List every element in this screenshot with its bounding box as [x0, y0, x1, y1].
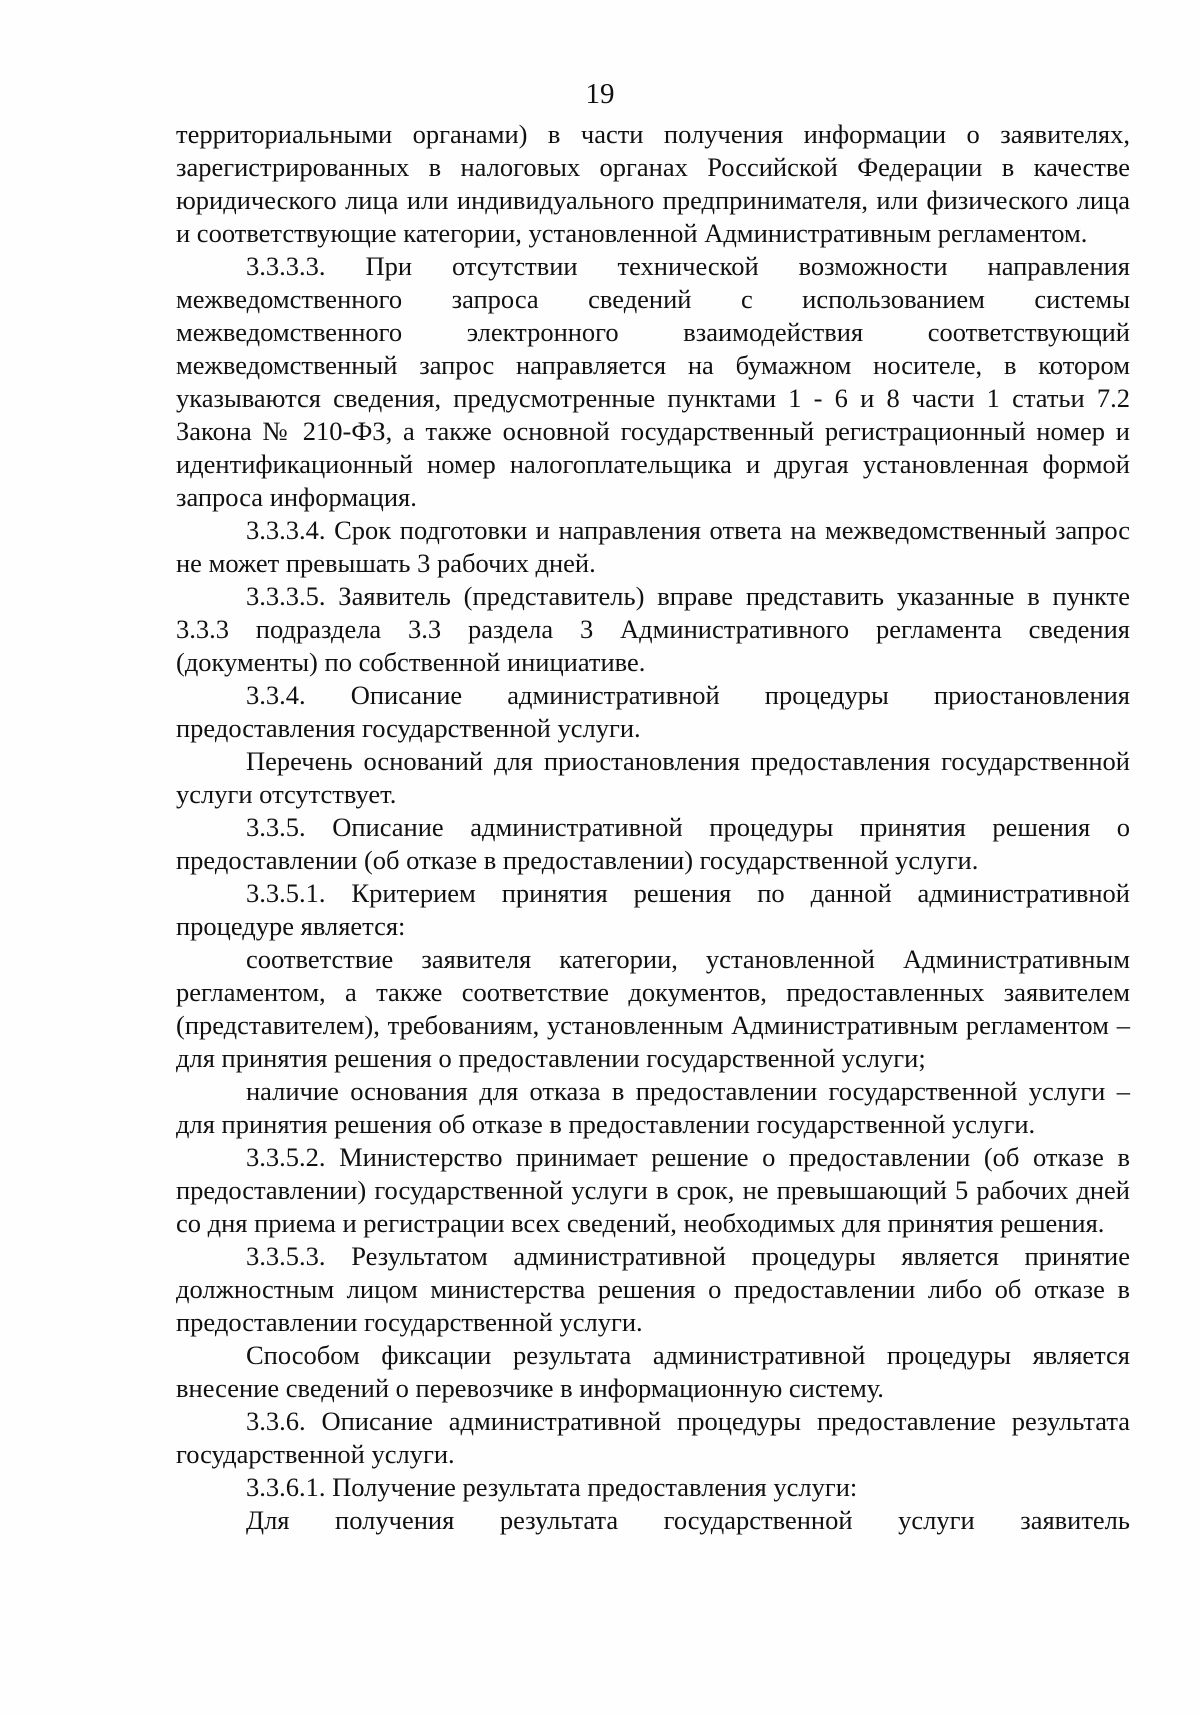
paragraph-3-3-6-1: 3.3.6.1. Получение результата предоставления услуги: — [246, 1472, 858, 1502]
paragraph-3-3-6: 3.3.6. Описание административной процедуры предоставление результата государственной услуги. — [176, 1406, 1130, 1469]
paragraph-3-3-4: 3.3.4. Описание административной процедуры приостановления предоставления государственной услуги. — [176, 680, 1130, 743]
paragraph-criterion-compliance: соответствие заявителя категории, установленной Административным регламентом, а также соответствие документов, предоставленных заявителем (представителем), требованиям, установленным Административным регламентом – для принятия решения о предоставлении государственной услуги; — [176, 944, 1130, 1073]
paragraph-suspension-grounds: Перечень оснований для приостановления предоставления государственной услуги отсутствует. — [176, 746, 1130, 809]
paragraph-3-3-5: 3.3.5. Описание административной процедуры принятия решения о предоставлении (об отказе в предоставлении) государственной услуги. — [176, 812, 1130, 875]
paragraph-fixation-method: Способом фиксации результата административной процедуры является внесение сведений о перевозчике в информационную систему. — [176, 1340, 1130, 1403]
document-body — [176, 118, 1130, 1537]
paragraph-3-3-3-3: 3.3.3.3. При отсутствии технической возможности направления межведомственного запроса сведений с использованием системы межведомственного электронного взаимодействия соответствующий межведомственный запрос направляется на бумажном носителе, в котором указываются сведения, предусмотренные пунктами 1 - 6 и 8 части 1 статьи 7.2 Закона № 210-ФЗ, а также основной государственный регистрационный номер и идентификационный номер налогоплательщика и другая установленная формой запроса информация. — [176, 251, 1130, 512]
paragraph-result-receipt: Для получения результата государственной услуги заявитель — [246, 1505, 1130, 1535]
paragraph-territorial-organs: территориальными органами) в части получения информации о заявителях, зарегистрированных в налоговых органах Российской Федерации в качестве юридического лица или индивидуального предпринимателя, или физического лица и соответствующие категории, установленной Административным регламентом. — [176, 119, 1130, 248]
paragraph-3-3-5-2: 3.3.5.2. Министерство принимает решение о предоставлении (об отказе в предоставлении) государственной услуги в срок, не превышающий 5 рабочих дней со дня приема и регистрации всех сведений, необходимых для принятия решения. — [176, 1142, 1130, 1238]
paragraph-criterion-refusal: наличие основания для отказа в предоставлении государственной услуги – для принятия решения об отказе в предоставлении государственной услуги. — [176, 1076, 1130, 1139]
paragraph-3-3-3-5: 3.3.3.5. Заявитель (представитель) вправе представить указанные в пункте 3.3.3 подраздела 3.3 раздела 3 Административного регламента сведения (документы) по собственной инициативе. — [176, 581, 1130, 677]
paragraph-3-3-5-3: 3.3.5.3. Результатом административной процедуры является принятие должностным лицом министерства решения о предоставлении либо об отказе в предоставлении государственной услуги. — [176, 1241, 1130, 1337]
paragraph-3-3-3-4: 3.3.3.4. Срок подготовки и направления ответа на межведомственный запрос не может превышать 3 рабочих дней. — [176, 515, 1130, 578]
page-number: 19 — [585, 78, 615, 110]
paragraph-3-3-5-1: 3.3.5.1. Критерием принятия решения по данной административной процедуре является: — [176, 878, 1130, 941]
